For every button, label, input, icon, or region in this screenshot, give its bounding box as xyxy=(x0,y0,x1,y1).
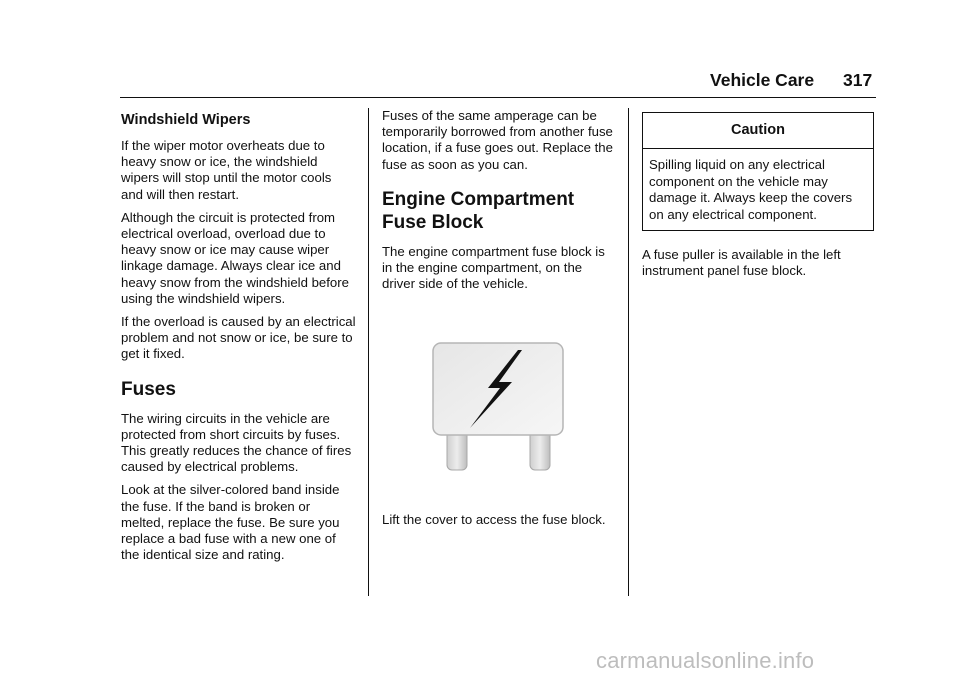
fuses-paragraph-2: Look at the silver-colored band inside the fuse. If the band is broken or melted, replace the fuse. Be sure you replace a bad fuse with a new one of the identical size and rating. xyxy=(121,482,340,563)
right-column xyxy=(642,108,878,286)
engine-fuse-block-heading: Engine Compartment Fuse Block xyxy=(382,188,575,233)
column-divider-left xyxy=(368,108,369,596)
wipers-paragraph-3: If the overload is caused by an electrical problem and not snow or ice, be sure to get it fixed. xyxy=(121,314,356,362)
header-rule xyxy=(120,97,876,98)
borrow-fuse-paragraph: Fuses of the same amperage can be temporarily borrowed from another fuse location, if a fuse goes out. Replace the fuse as soon as you can. xyxy=(382,108,613,172)
caution-box xyxy=(642,112,874,231)
fuse-lightning-icon xyxy=(432,342,564,472)
column-divider-right xyxy=(628,108,629,596)
left-column xyxy=(121,108,357,570)
wipers-paragraph-1: If the wiper motor overheats due to heavy snow or ice, the windshield wipers will stop until the motor cools and will then restart. xyxy=(121,138,332,202)
header-section-title: Vehicle Care xyxy=(710,70,815,90)
middle-column xyxy=(382,108,618,536)
fuse-puller-paragraph: A fuse puller is available in the left instrument panel fuse block. xyxy=(642,246,841,278)
wipers-heading: Windshield Wipers xyxy=(121,112,251,128)
engine-fuse-block-paragraph: The engine compartment fuse block is in the engine compartment, on the driver side of the vehicle. xyxy=(382,243,605,292)
fuses-paragraph-1: The wiring circuits in the vehicle are protected from short circuits by fuses. This greatly reduces the chance of fires caused by electrical problems. xyxy=(121,410,352,475)
wipers-paragraph-2: Although the circuit is protected from electrical overload, overload due to heavy snow or ice may cause wiper linkage damage. Always clear ice and heavy snow from the windshield before using the windshield wipers. xyxy=(121,209,349,306)
caution-text: Spilling liquid on any electrical component on the vehicle may damage it. Always keep the covers on any electrical component. xyxy=(649,157,853,222)
caution-title: Caution xyxy=(643,113,873,149)
lift-cover-paragraph: Lift the cover to access the fuse block. xyxy=(382,512,606,528)
watermark: carmanualsonline.info xyxy=(596,648,815,673)
fuses-heading: Fuses xyxy=(121,378,176,400)
page-number: 317 xyxy=(843,70,873,90)
